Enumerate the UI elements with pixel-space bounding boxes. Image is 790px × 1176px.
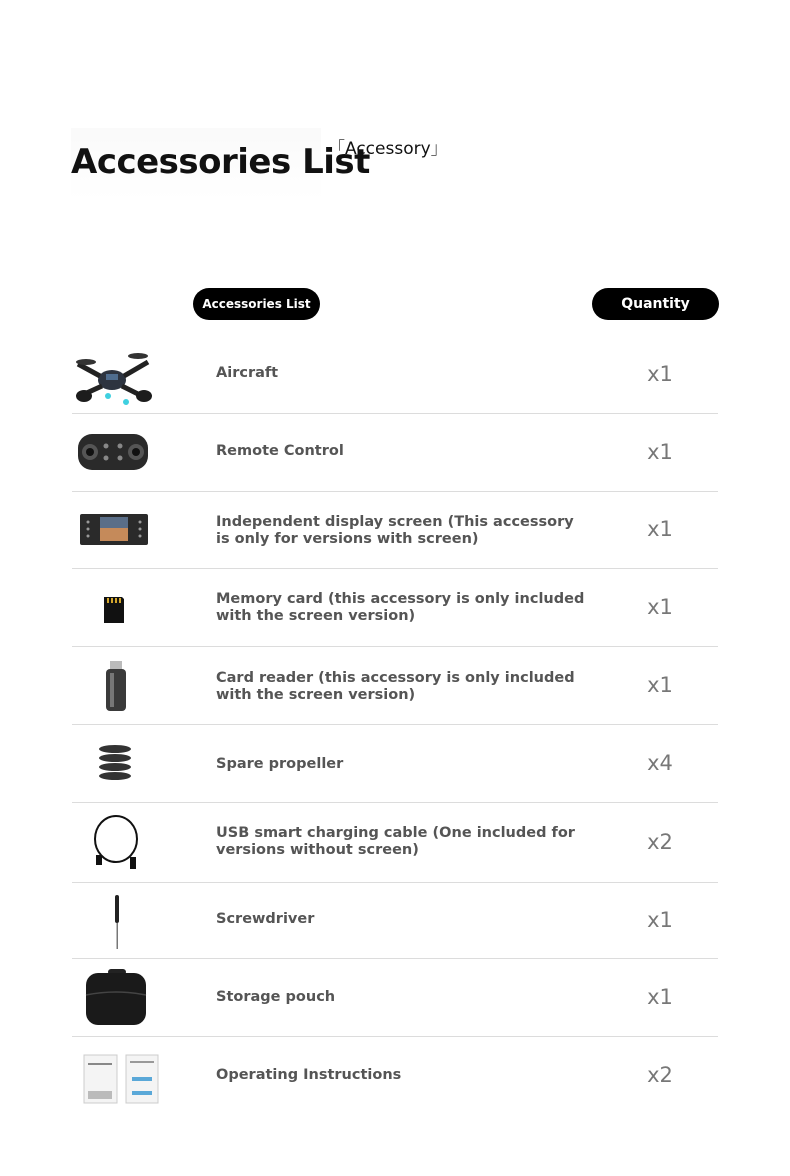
screwdriver-image (72, 883, 162, 958)
table-row-display-screen (72, 492, 718, 569)
table-row-operating-instructions (72, 1037, 718, 1114)
item-quantity: x4 (647, 751, 673, 775)
remote-control-image (72, 414, 162, 491)
table-row-storage-pouch (72, 959, 718, 1037)
storage-pouch-image (72, 959, 162, 1036)
table-row-remote-control (72, 414, 718, 492)
table-row-usb-cable (72, 803, 718, 883)
item-quantity: x1 (647, 517, 673, 541)
card-reader-image (72, 647, 162, 724)
item-quantity: x1 (647, 985, 673, 1009)
table-row-spare-propeller (72, 725, 718, 803)
page-title: Accessories List (71, 142, 370, 182)
drone-image (72, 336, 162, 413)
item-quantity: x2 (647, 830, 673, 854)
item-quantity: x1 (647, 440, 673, 464)
column-header-list: Accessories List (193, 288, 320, 320)
page-subtitle: 「Accessory」 (328, 139, 448, 159)
column-header-quantity: Quantity (592, 288, 719, 320)
display-screen-image (72, 492, 162, 568)
item-name: Operating Instructions (216, 1067, 402, 1083)
item-name: USB smart charging cable (One included for versions without screen) (216, 825, 575, 858)
table-row-memory-card (72, 569, 718, 647)
item-name: Remote Control (216, 443, 344, 459)
propeller-image (72, 725, 162, 802)
item-name: Card reader (this accessory is only included with the screen version) (216, 670, 575, 703)
memory-card-image (72, 569, 162, 646)
table-row-screwdriver (72, 883, 718, 959)
item-quantity: x1 (647, 595, 673, 619)
usb-cable-image (72, 803, 162, 882)
item-name: Memory card (this accessory is only included with the screen version) (216, 591, 585, 624)
item-name: Aircraft (216, 365, 279, 381)
item-quantity: x2 (647, 1063, 673, 1087)
item-quantity: x1 (647, 362, 673, 386)
table-row-aircraft (72, 336, 718, 414)
item-name: Spare propeller (216, 756, 344, 772)
item-name: Screwdriver (216, 911, 315, 927)
item-quantity: x1 (647, 673, 673, 697)
item-name: Independent display screen (This accessory is only for versions with screen) (216, 514, 574, 547)
instructions-image (72, 1037, 162, 1114)
item-quantity: x1 (647, 908, 673, 932)
table-row-card-reader (72, 647, 718, 725)
item-name: Storage pouch (216, 989, 336, 1005)
